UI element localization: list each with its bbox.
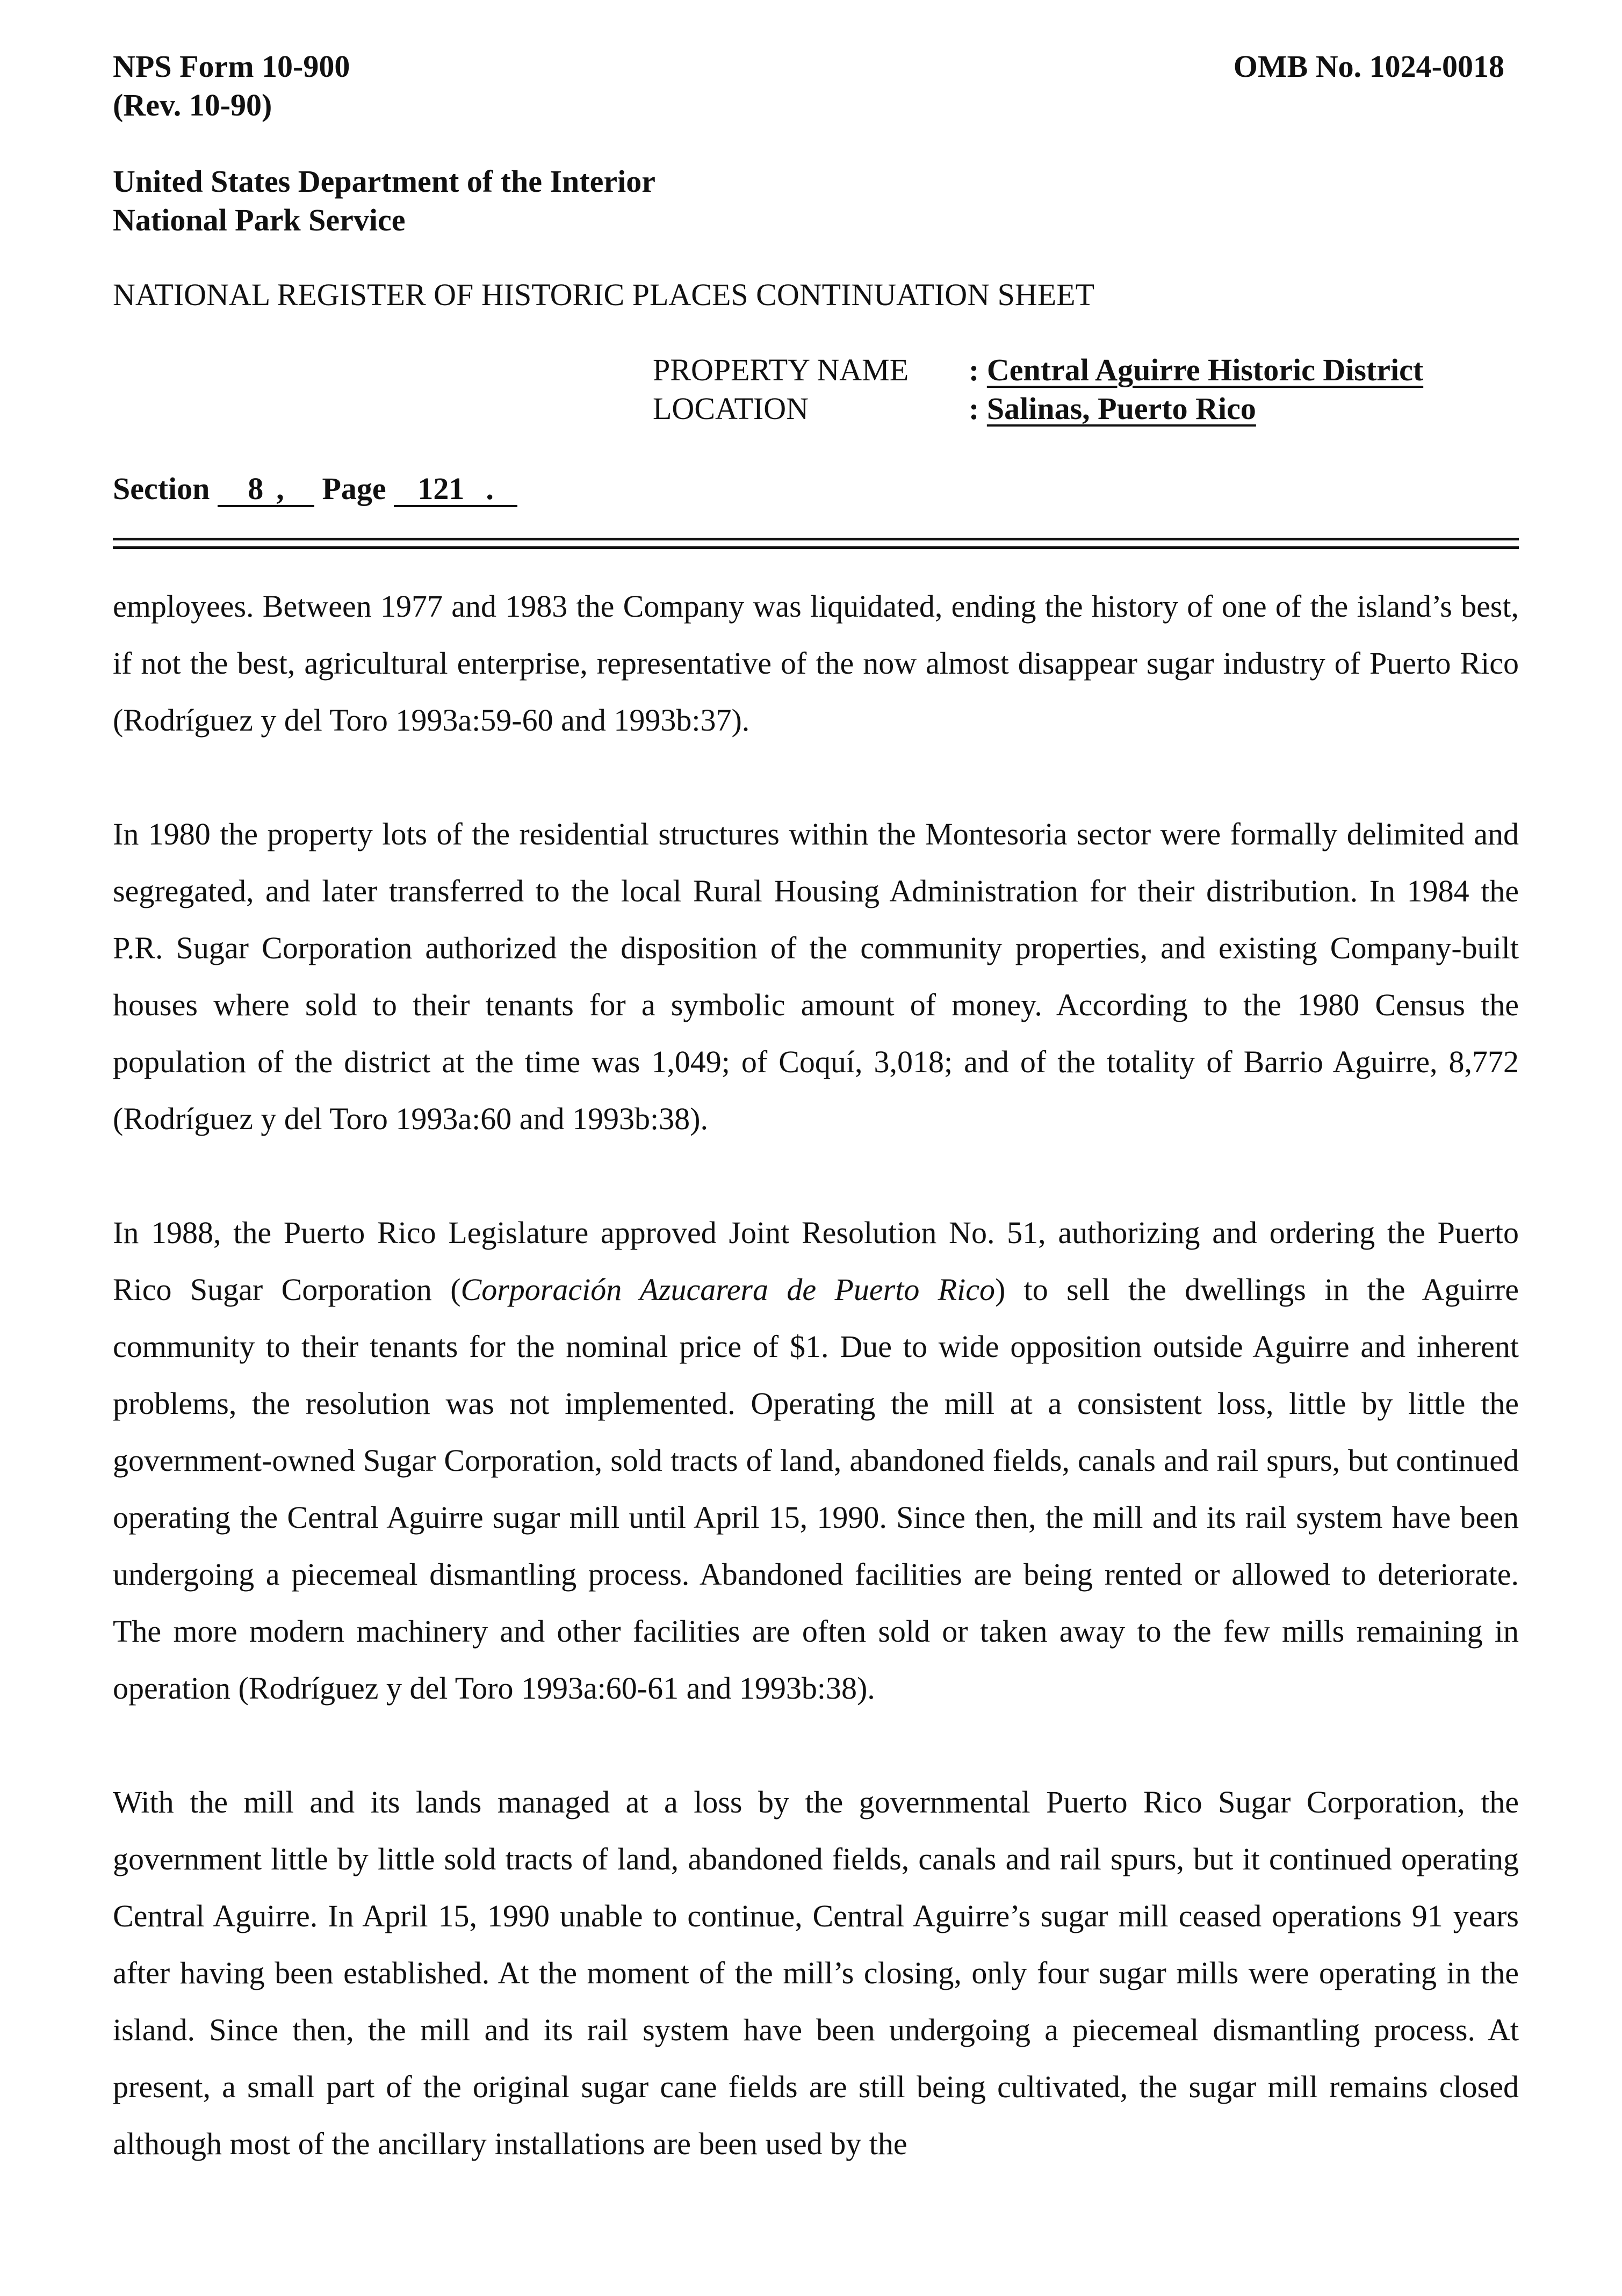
paragraph-3-start: In 1988, the Puerto Rico Legislature approved Joint Resolution No. 51, authorizing and ordering the Puerto Rico Sugar Corporation ( <box>113 1215 1519 1307</box>
location-text: Salinas, Puerto Rico <box>986 391 1256 426</box>
divider-rule-bottom <box>113 546 1519 549</box>
paragraph-3-italic: Corporación Azucarera de Puerto Rico <box>460 1272 995 1307</box>
page-number: 121 <box>417 471 465 506</box>
section-number-blank <box>218 473 314 507</box>
paragraph-1: employees. Between 1977 and 1983 the Company was liquidated, ending the history of one of the island’s best, if not the best, agricultural enterprise, representative of the now almost disappear sugar industry of Puerto Rico (Rodríguez y del Toro 1993a:59-60 and 1993b:37). <box>113 589 1519 738</box>
property-name-text: Central Aguirre Historic District <box>986 352 1424 387</box>
paragraph-3 <box>113 1204 1519 1717</box>
form-number: NPS Form 10-900 <box>113 49 350 84</box>
paragraph-3-end: ) to sell the dwellings in the Aguirre community to their tenants for the nominal price of $1. Due to wide opposition outside Aguirre and inherent problems, the resolution was not implemented. Operating the mill at a consistent loss, little by little the government-owned Sugar Corporation, sold tracts of land, abandoned fields, canals and rail spurs, but continued operating the Central Aguirre sugar mill until April 15, 1990. Since then, the mill and its rail system have been undergoing a piecemeal dismantling process. Abandoned facilities are being rented or allowed to deteriorate. The more modern machinery and other facilities are often sold or taken away to the few mills remaining in operation (Rodríguez y del Toro 1993a:60-61 and 1993b:38). <box>113 1272 1519 1706</box>
location-label: LOCATION <box>653 391 809 426</box>
page-period: . <box>486 471 494 506</box>
divider-rule-top <box>113 538 1519 540</box>
paragraph-4: With the mill and its lands managed at a loss by the governmental Puerto Rico Sugar Corporation, the government little by little sold tracts of land, abandoned fields, canals and rail spurs, but it continued operating Central Aguirre. In April 15, 1990 unable to continue, Central Aguirre’s sugar mill ceased operations 91 years after having been established. At the moment of the mill’s closing, only four sugar mills were operating in the island. Since then, the mill and its rail system have been undergoing a piecemeal dismantling process. At present, a small part of the original sugar cane fields are still being cultivated, the sugar mill remains closed although most of the ancillary installations are been used by the <box>113 1785 1519 2161</box>
page-number-blank <box>394 473 517 507</box>
property-name-value <box>969 351 1423 389</box>
section-number: 8 <box>248 471 264 506</box>
department-name: United States Department of the Interior <box>113 164 655 199</box>
location-value <box>969 389 1256 428</box>
paragraph-2: In 1980 the property lots of the residential structures within the Montesoria sector were formally delimited and segregated, and later transferred to the local Rural Housing Administration for their distribution. In 1984 the P.R. Sugar Corporation authorized the disposition of the community properties, and existing Company-built houses where sold to their tenants for a symbolic amount of money. According to the 1980 Census the population of the district at the time was 1,049; of Coquí, 3,018; and of the totality of Barrio Aguirre, 8,772 (Rodríguez y del Toro 1993a:60 and 1993b:38). <box>113 817 1519 1136</box>
sheet-title: NATIONAL REGISTER OF HISTORIC PLACES CONTINUATION SHEET <box>113 277 1094 312</box>
property-name-label: PROPERTY NAME <box>653 352 909 387</box>
agency-name: National Park Service <box>113 203 406 237</box>
location-separator: : <box>969 391 979 426</box>
section-comma: , <box>276 471 284 506</box>
body-text <box>113 578 1519 2172</box>
section-page-line <box>113 470 517 508</box>
section-label: Section <box>113 471 210 506</box>
property-name-separator: : <box>969 352 979 387</box>
omb-number: OMB No. 1024-0018 <box>1233 49 1504 84</box>
page-label: Page <box>322 471 386 506</box>
form-revision: (Rev. 10-90) <box>113 88 272 122</box>
